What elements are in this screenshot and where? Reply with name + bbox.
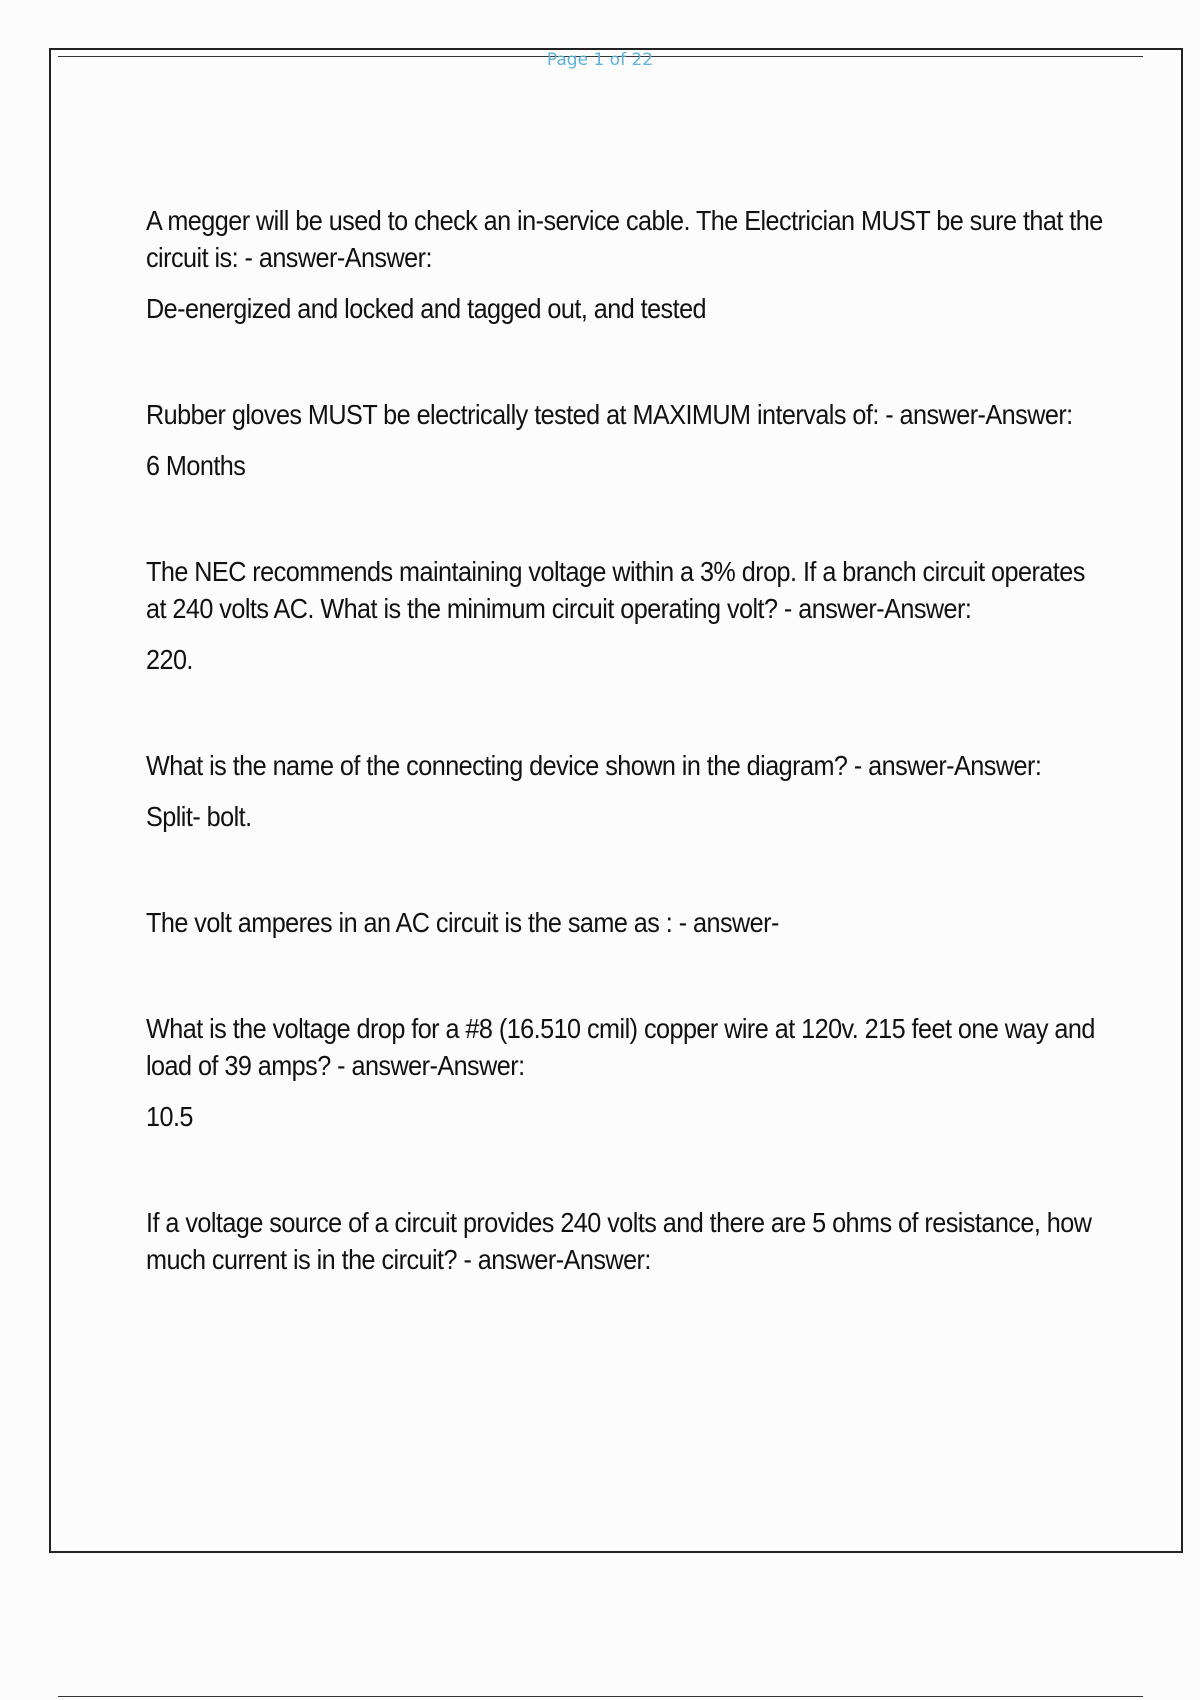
page-number-label: Page 1 of 22 [546, 50, 654, 70]
question-text: What is the voltage drop for a #8 (16.510 cmil) copper wire at 120v. 215 feet one way and load of 39 amps? - answer-Answer: [146, 1013, 1095, 1081]
answer-text: 10.5 [146, 1101, 193, 1132]
question-text: A megger will be used to check an in-service cable. The Electrician MUST be sure that the circuit is: - answer-Answer: [146, 205, 1103, 273]
question-text: If a voltage source of a circuit provides 240 volts and there are 5 ohms of resistance, how much current is in the circuit? - answer-Answer: [146, 1207, 1092, 1275]
answer-text: 6 Months [146, 450, 246, 481]
qa-item-1 [146, 202, 1106, 327]
question-text: Rubber gloves MUST be electrically tested at MAXIMUM intervals of: - answer-Answer: [146, 399, 1073, 430]
question-text: The NEC recommends maintaining voltage within a 3% drop. If a branch circuit operates at 240 volts AC. What is the minimum circuit operating volt? - answer-Answer: [146, 556, 1085, 624]
footer-rule [58, 1696, 1143, 1697]
qa-item-6 [146, 1010, 1106, 1135]
qa-item-7 [146, 1204, 1106, 1278]
qa-item-2 [146, 396, 1106, 484]
answer-text: 220. [146, 644, 193, 675]
qa-item-5 [146, 904, 1106, 941]
qa-item-3 [146, 553, 1106, 678]
answer-text: De-energized and locked and tagged out, and tested [146, 293, 707, 324]
question-text: What is the name of the connecting device shown in the diagram? - answer-Answer: [146, 750, 1042, 781]
document-body [146, 202, 1106, 1278]
question-text: The volt amperes in an AC circuit is the same as : - answer- [146, 907, 779, 938]
qa-item-4 [146, 747, 1106, 835]
answer-text: Split- bolt. [146, 801, 252, 832]
